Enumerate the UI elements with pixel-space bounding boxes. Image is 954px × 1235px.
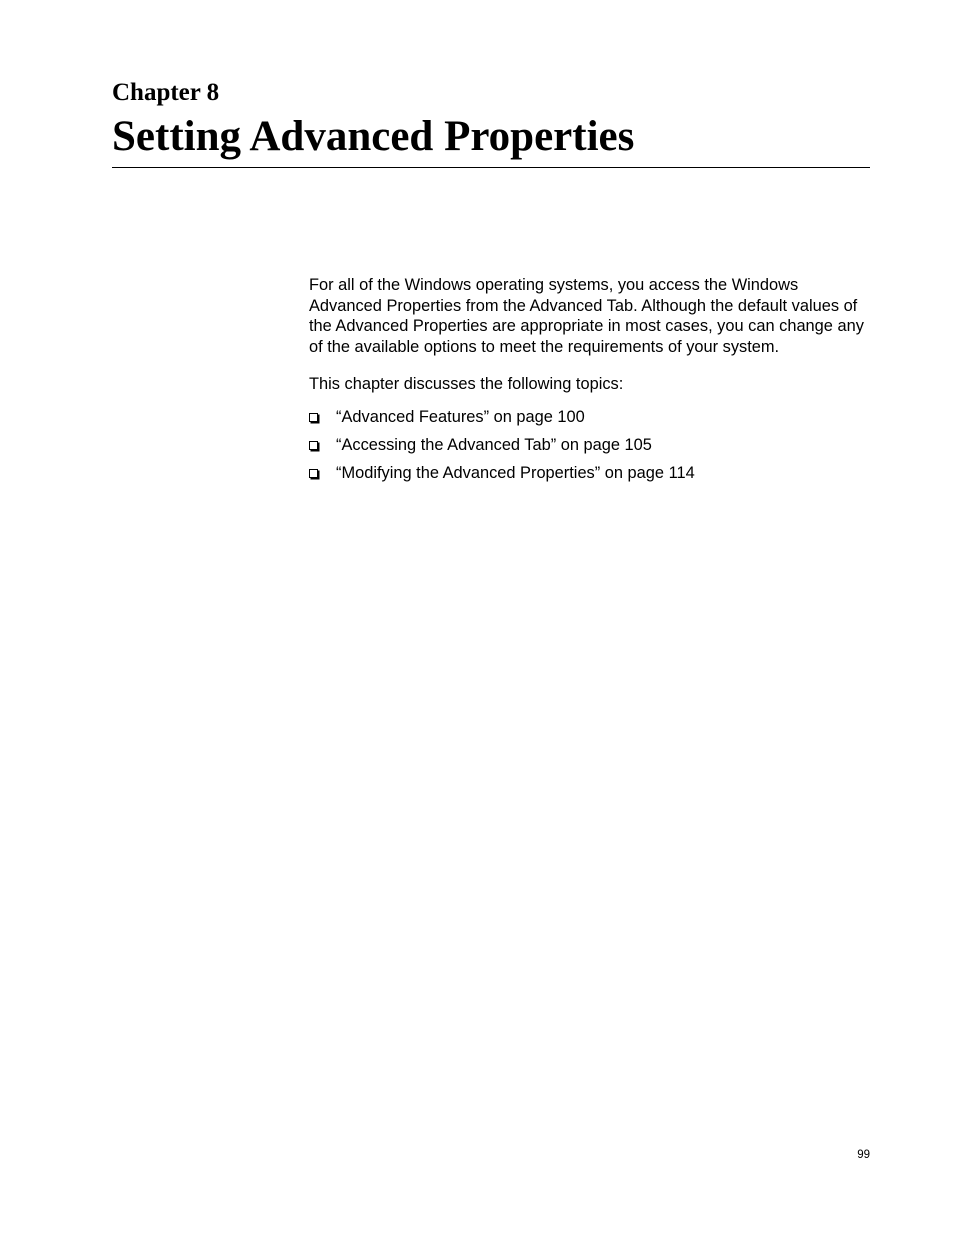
chapter-title: Setting Advanced Properties xyxy=(112,113,635,160)
chapter-label: Chapter 8 xyxy=(112,79,220,106)
checkbox-icon xyxy=(309,441,318,450)
topic-link[interactable]: “Modifying the Advanced Properties” on page 114 xyxy=(336,463,695,482)
checkbox-icon xyxy=(309,413,318,422)
topic-link[interactable]: “Advanced Features” on page 100 xyxy=(336,407,585,426)
topic-item-advanced-features[interactable] xyxy=(309,403,874,431)
topic-link[interactable]: “Accessing the Advanced Tab” on page 105 xyxy=(336,435,652,454)
topic-list xyxy=(309,403,874,487)
topic-item-accessing-advanced-tab[interactable] xyxy=(309,431,874,459)
topics-intro: This chapter discusses the following topics: xyxy=(309,375,624,393)
intro-paragraph: For all of the Windows operating systems, you access the Windows Advanced Properties from the Advanced Tab. Although the default values of the Advanced Properties are appropriate in most cases, you can change any of the available options to meet the requirements of your system. xyxy=(309,276,864,356)
body-content xyxy=(309,275,874,487)
topic-item-modifying-advanced-properties[interactable] xyxy=(309,459,874,487)
checkbox-icon xyxy=(309,469,318,478)
page-number: 99 xyxy=(857,1149,870,1161)
title-divider xyxy=(112,167,870,168)
